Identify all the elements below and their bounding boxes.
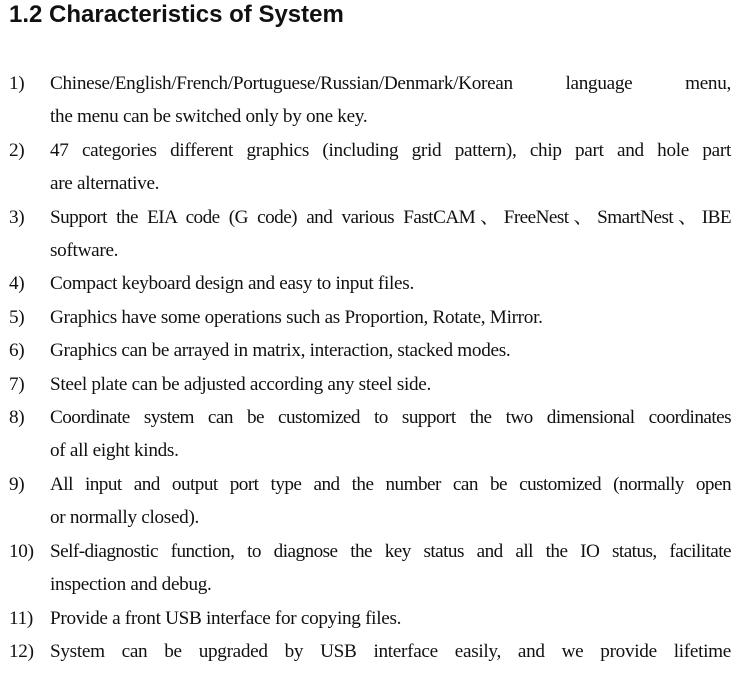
item-number: 10) — [9, 540, 34, 562]
item-text-line: Self-diagnostic function, to diagnose the key status and all the IO status, facilitate — [50, 540, 731, 562]
item-text-line: Chinese/English/French/Portuguese/Russian/Denmark/Korean language menu, — [50, 73, 731, 94]
item-text-line: software. — [50, 240, 119, 262]
list-item — [0, 535, 743, 602]
list-item — [0, 301, 743, 334]
item-text-line: inspection and debug. — [50, 574, 212, 596]
item-number: 9) — [9, 473, 25, 495]
item-text-line: All input and output port type and the number can be customized (normally open — [50, 473, 731, 495]
list-item — [0, 134, 743, 201]
list-item — [0, 468, 743, 535]
item-text-line: Graphics can be arrayed in matrix, interaction, stacked modes. — [50, 340, 511, 362]
list-item — [0, 67, 743, 134]
item-text-line: Steel plate can be adjusted according any steel side. — [50, 373, 432, 395]
item-text-line: Compact keyboard design and easy to input files. — [50, 273, 414, 295]
list-item — [0, 267, 743, 300]
item-text-line: Coordinate system can be customized to support the two dimensional coordinates — [50, 407, 731, 429]
item-number: 5) — [9, 306, 25, 328]
item-number: 12) — [9, 640, 34, 662]
characteristics-list — [0, 67, 743, 668]
item-number: 2) — [9, 139, 25, 161]
item-number: 8) — [9, 407, 25, 429]
item-text-line: System can be upgraded by USB interface easily, and we provide lifetime — [50, 640, 731, 662]
item-text-line: the menu can be switched only by one key. — [50, 106, 368, 128]
item-number: 11) — [9, 607, 33, 629]
item-text-line: or normally closed). — [50, 507, 200, 529]
item-number: 1) — [9, 73, 25, 94]
item-number: 7) — [9, 373, 25, 395]
item-number: 6) — [9, 340, 25, 362]
item-number: 4) — [9, 273, 25, 295]
item-text-line: Graphics have some operations such as Proportion, Rotate, Mirror. — [50, 306, 543, 328]
list-item — [0, 368, 743, 401]
list-item — [0, 334, 743, 367]
item-text-line: of all eight kinds. — [50, 440, 179, 462]
item-number: 3) — [9, 206, 25, 228]
item-text-line: 47 categories different graphics (including grid pattern), chip part and hole part — [50, 139, 731, 161]
list-item — [0, 401, 743, 468]
item-text-line: Provide a front USB interface for copying files. — [50, 607, 402, 629]
item-text-line: Support the EIA code (G code) and various FastCAM、FreeNest、SmartNest、IBE — [50, 206, 731, 228]
list-item — [0, 635, 743, 668]
item-text-line: are alternative. — [50, 173, 160, 195]
section-heading: 1.2 Characteristics of System — [9, 1, 344, 28]
list-item — [0, 602, 743, 635]
list-item — [0, 201, 743, 268]
